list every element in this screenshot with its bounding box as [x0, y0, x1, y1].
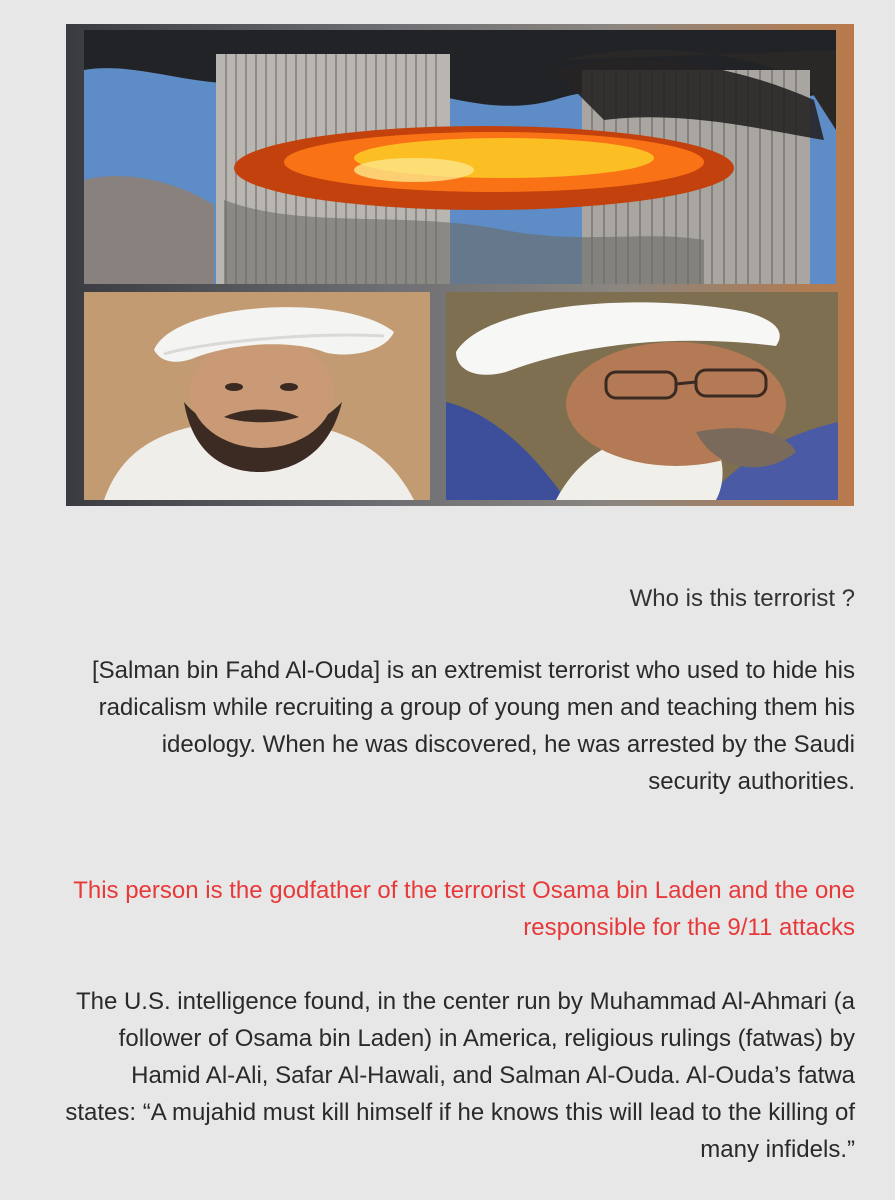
description-paragraph: [Salman bin Fahd Al-Ouda] is an extremist terrorist who used to hide his radicalism while recruiting a group of young men and teaching them his ideology. When he was discovered, he was arrested by the Saudi security authorities. [91, 657, 855, 795]
intelligence-paragraph: The U.S. intelligence found, in the center run by Muhammad Al-Ahmari (a follower of Osama bin Laden) in America, religious rulings (fatwas) by Hamid Al-Ali, Safar Al-Hawali, and Salman Al-Ouda. Al-Ouda’s fatwa states: “A mujahid must kill himself if he knows this will lead to the killing of many infidels.” [65, 988, 855, 1163]
photo-collage [66, 24, 854, 506]
portrait-left-illustration [84, 292, 430, 500]
portrait-right-illustration [446, 292, 838, 500]
portrait-right [446, 292, 838, 500]
highlight-statement: This person is the godfather of the terrorist Osama bin Laden and the one responsible for the 9/11 attacks [73, 877, 855, 941]
towers-illustration [84, 30, 836, 284]
question-heading: Who is this terrorist ? [629, 585, 855, 612]
portrait-left [84, 292, 430, 500]
towers-photo [84, 30, 836, 284]
